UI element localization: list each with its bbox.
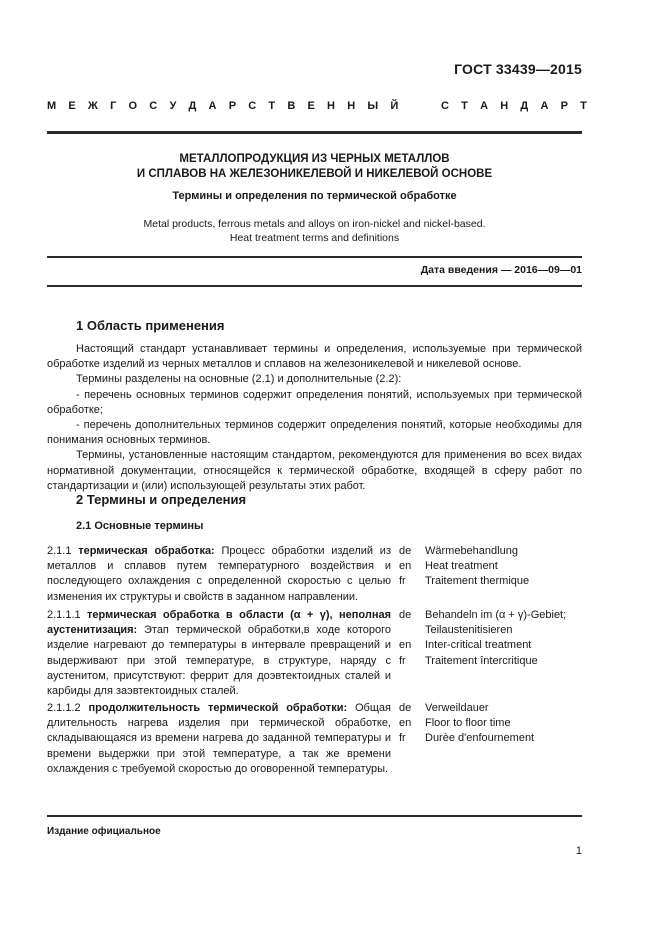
doc-number: ГОСТ 33439—2015 [454,61,582,77]
foreign-equivalent: Floor to floor time [425,717,511,730]
standard-type-letter: В [287,100,296,112]
footer-rule [47,815,582,817]
term-definition [47,701,391,777]
term-name: продолжительность термической обработки: [88,702,348,714]
term-definition-text: Процесс обработки изделий из металлов и сплавов путем температурного воздействия и последующего охлаждения с определенной скоростью с целью изменения их структуры и свойств в заданном направлении. [47,545,391,603]
foreign-equivalent: Teilaustenitisieren [425,624,513,637]
foreign-equivalent: Durèe d'enfournement [425,732,535,745]
language-code: fr [399,575,406,588]
language-code: de [399,702,412,714]
term-language-codes [399,608,423,669]
language-code: en [399,717,412,730]
term-language-codes [399,701,423,747]
header-rule [47,131,582,134]
standard-type-letter: Г [110,100,117,112]
standard-type-letter: Н [347,100,356,112]
standard-type-letter: А [480,100,489,112]
standard-type-letter: Д [188,100,197,112]
edition-label: Издание официальное [47,826,161,837]
standard-type-letter: С [149,100,158,112]
language-code: fr [399,654,406,667]
language-code [399,623,423,638]
standard-type-letter: Н [500,100,509,112]
intro-date: Дата введения — 2016—09—01 [420,264,582,276]
term-foreign-equivalents [425,608,585,669]
standard-type-letter: А [208,100,217,112]
term-language-codes [399,544,423,590]
section1-paragraph: - перечень дополнительных терминов содержит определения понятий, которые необходимы для понимания основных терминов. [47,419,582,447]
term-definition-text: Общая длительность нагрева изделия при термической обработке, складывающаяся из времени нагрева до заданной температуры и времени выдержки при этой температуре, а так же времени охлаждения с требуемой скоростью до оговоренной температуры. [47,702,391,775]
title-en-line2: Heat treatment terms and definitions [229,232,400,244]
language-code: de [399,545,412,557]
standard-type-letter: Т [461,100,468,112]
title-en-line1: Metal products, ferrous metals and alloys on iron-nickel and nickel-based. [143,218,486,230]
term-number: 2.1.1.2 [47,702,89,714]
document-subtitle-ru: Термины и определения по термической обработке [172,190,457,202]
standard-type-heading [47,100,587,112]
standard-type-letter: Е [68,100,76,112]
section1-paragraph: Термины разделены на основные (2.1) и дополнительные (2.2): [76,373,402,386]
section1-paragraph: - перечень основных терминов содержит определения понятий, используемых при термической обработке; [47,388,582,416]
standard-type-letter: Ж [87,100,98,112]
standard-type-letter: Т [580,100,587,112]
term-number: 2.1.1.1 [47,609,88,621]
standard-type-letter: Р [560,100,568,112]
date-rule [47,285,582,287]
document-title-ru [47,152,582,182]
section1-paragraph: Настоящий стандарт устанавливает термины и определения, используемые при термической обработке изделий из черных металлов и сплавов на железоникелевой и никелевой основе. [47,343,582,371]
section1-heading: 1 Область применения [76,318,225,333]
document-title-en [47,217,582,245]
term-definition [47,608,391,699]
foreign-equivalent: Traitement întercritique [425,654,538,667]
foreign-equivalent: Wärmebehandlung [425,545,518,557]
standard-type-letter: Й [390,100,399,112]
standard-type-letter: А [540,100,549,112]
standard-type-letter: Е [307,100,315,112]
standard-type-letter: Н [327,100,335,112]
standard-type-letter: Д [520,100,529,112]
term-foreign-equivalents [425,544,585,590]
standard-type-letter: С [440,100,449,112]
foreign-equivalent: Inter-critical treatment [425,639,532,652]
standard-type-letter: О [128,100,138,112]
term-definition-text: Этап термической обработки,в ходе которого изделие нагревают до температуры в интервале превращений и выдерживают при этой температуре, в структуре, наряду с аустенитом, присутствуют: феррит для доэвтектоидных сталей и карбиды для заэвтектоидных сталей. [47,624,391,698]
standard-type-gap [426,100,429,112]
term-name: термическая обработка в области (α + γ), неполная аустенитизация: [47,609,391,637]
standard-type-letter: Т [268,100,276,112]
standard-type-letter: Ы [367,100,379,112]
standard-type-letter: М [47,100,57,112]
term-definition [47,544,391,605]
foreign-equivalent: Heat treatment [425,560,498,573]
section2-subheading: 2.1 Основные термины [76,520,204,532]
term-foreign-equivalents [425,701,585,747]
standard-type-gap [410,100,413,112]
title-ru-line1: МЕТАЛЛОПРОДУКЦИЯ ИЗ ЧЕРНЫХ МЕТАЛЛОВ [179,153,450,165]
standard-type-letter: С [248,100,257,112]
page-number: 1 [575,845,582,857]
foreign-equivalent: Traitement thermique [425,575,530,588]
language-code: de [399,609,412,621]
standard-type-letter: Р [228,100,237,112]
section2-heading: 2 Термины и определения [76,492,247,507]
term-number: 2.1.1 [47,545,79,557]
language-code: fr [399,732,406,745]
title-ru-line2: И СПЛАВОВ НА ЖЕЛЕЗОНИКЕЛЕВОЙ И НИКЕЛЕВОЙ ОСНОВЕ [136,168,493,180]
foreign-equivalent: Verweildauer [425,702,489,714]
foreign-equivalent: Behandeln im (α + γ)-Gebiet; [425,609,567,621]
language-code: en [399,639,412,652]
section1-body [47,342,582,494]
language-code: en [399,560,412,573]
standard-type-letter: У [169,100,177,112]
term-name: термическая обработка: [78,545,215,557]
section1-paragraph: Термины, установленные настоящим стандартом, рекомендуются для применения во всех видах нормативной документации, относящейся к термической обработке, входящей в сферу работ по стандартизации и (или) использующей результаты этих работ. [47,449,582,492]
title-rule [47,256,582,258]
